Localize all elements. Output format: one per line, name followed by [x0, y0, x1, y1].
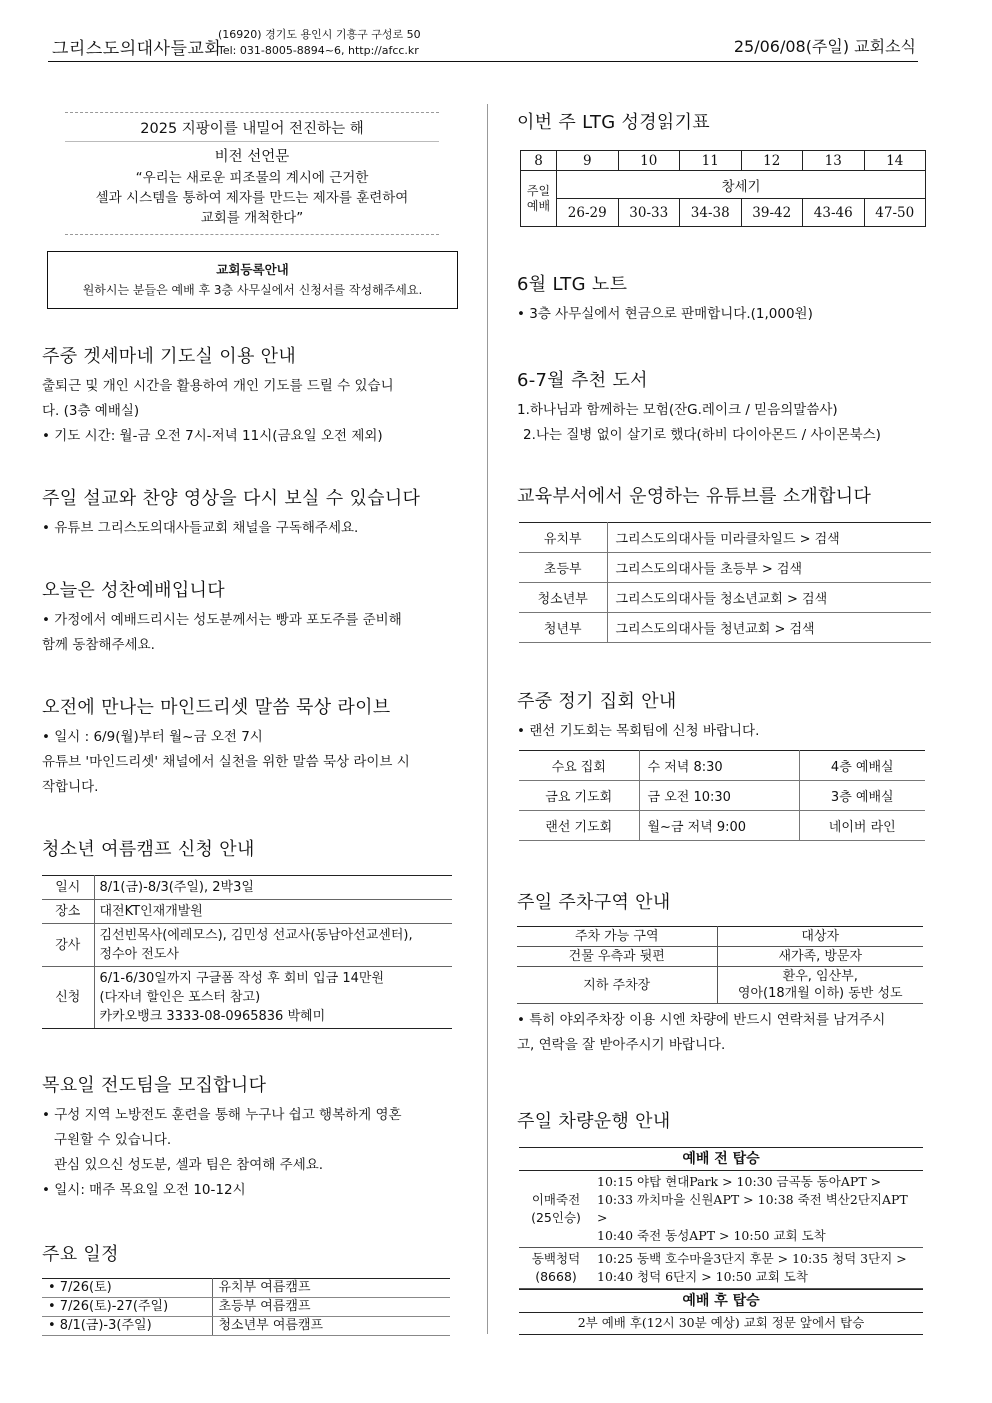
section-title: 주요 일정 — [42, 1244, 119, 1265]
after-service-text: 2부 예배 후(12시 30분 예상) 교회 정문 앞에서 탑승 — [519, 1313, 923, 1335]
paragraph: • 3층 사무실에서 현금으로 판매합니다.(1,000원) — [517, 306, 813, 322]
bus-routes — [519, 1171, 923, 1289]
camp-key: 장소 — [42, 900, 94, 924]
before-service-title: 예배 전 탑승 — [519, 1147, 923, 1171]
registration-body: 원하시는 분들은 예배 후 3층 사무실에서 신청서를 작성해주세요. — [82, 283, 423, 297]
camp-table — [42, 875, 452, 1029]
paragraph: 관심 있으신 성도분, 셀과 팀은 참여해 주세요. — [54, 1157, 324, 1173]
parking-target-line: 영아(18개월 이하) 동반 성도 — [737, 986, 903, 1001]
parking-header: 주차 가능 구역 — [517, 927, 717, 947]
meetings-table — [519, 750, 925, 841]
route-line: 10:40 죽전 동성APT > 10:50 교회 도착 — [597, 1228, 826, 1243]
paragraph: 고, 연락을 잘 받아주시기 바랍니다. — [517, 1037, 726, 1053]
schedule-date: • 7/26(토) — [42, 1279, 212, 1298]
table-row — [519, 751, 925, 781]
route-line: 10:40 청덕 6단지 > 10:50 교회 도착 — [597, 1269, 808, 1284]
paragraph: • 일시 : 6/9(월)부터 월~금 오전 7시 — [42, 729, 263, 745]
table-row — [517, 947, 923, 967]
paragraph: 1.하나님과 함께하는 모험(잔G.레이크 / 믿음의말씀사) — [517, 402, 838, 418]
table-row — [517, 967, 923, 1004]
camp-value: 대전KT인재개발원 — [94, 900, 452, 924]
parking-target-line: 환우, 임산부, — [782, 969, 858, 984]
day-cell: 10 — [618, 151, 680, 171]
table-row — [42, 1298, 450, 1317]
paragraph: • 특히 야외주차장 이용 시엔 차량에 반드시 연락처를 남겨주시 — [517, 1012, 886, 1028]
department-name: 유치부 — [519, 523, 607, 553]
registration-title: 교회등록안내 — [216, 262, 289, 277]
row-label: 예배 — [526, 198, 551, 213]
camp-key: 강사 — [42, 924, 94, 967]
table-row — [42, 924, 452, 967]
paragraph: • 구성 지역 노방전도 훈련을 통해 누구나 쉽고 행복하게 영혼 — [42, 1107, 402, 1123]
section-title: 주일 차량운행 안내 — [517, 1111, 671, 1132]
camp-key: 신청 — [42, 967, 94, 1029]
camp-section — [42, 835, 460, 1029]
meeting-place: 4층 예배실 — [799, 751, 925, 781]
paragraph: 작합니다. — [42, 779, 99, 795]
evangelism-section — [42, 1071, 460, 1203]
bus-section — [517, 1107, 933, 1335]
section-title: 청소년 여름캠프 신청 안내 — [42, 839, 255, 860]
bulletin-date: 25/06/08(주일) 교회소식 — [733, 37, 916, 56]
paragraph: 함께 동참해주세요. — [42, 637, 155, 653]
meeting-time: 수 저녁 8:30 — [639, 751, 799, 781]
route-stops — [593, 1248, 923, 1289]
vision-line: 교회를 개척한다” — [200, 210, 304, 226]
camp-key: 일시 — [42, 876, 94, 900]
table-row — [519, 1171, 923, 1248]
paragraph: 구원할 수 있습니다. — [54, 1132, 172, 1148]
section-title: 교육부서에서 운영하는 유튜브를 소개합니다 — [517, 486, 872, 507]
meeting-name: 수요 집회 — [519, 751, 639, 781]
table-row — [519, 523, 931, 553]
table-row — [42, 1279, 450, 1298]
vision-line: “우리는 새로운 피조물의 계시에 근거한 — [135, 170, 369, 186]
route-label: 동백청덕 — [531, 1251, 581, 1266]
paragraph: 다. (3층 예배실) — [42, 403, 140, 419]
table-row — [42, 1317, 450, 1336]
parking-header: 대상자 — [717, 927, 923, 947]
day-cell: 13 — [803, 151, 865, 171]
paragraph: • 랜선 기도회는 목회팀에 신청 바랍니다. — [517, 723, 760, 739]
youtube-channel: 그리스도의대사들 청년교회 > 검색 — [607, 613, 931, 643]
section-title: 오전에 만나는 마인드리셋 말씀 묵상 라이브 — [42, 697, 391, 718]
paragraph: 2.나는 질병 없이 살기로 했다(하비 다이아몬드 / 사이몬북스) — [523, 427, 881, 443]
church-address-block — [218, 27, 421, 59]
meeting-place: 네이버 라인 — [799, 811, 925, 841]
parking-area: 지하 주차장 — [517, 967, 717, 1004]
meeting-time: 금 오전 10:30 — [639, 781, 799, 811]
chapter-cell: 47-50 — [864, 199, 926, 227]
camp-value: 8/1(금)-8/3(주일), 2박3일 — [94, 876, 452, 900]
table-row — [42, 900, 452, 924]
meetings-section — [517, 687, 933, 841]
paragraph: • 기도 시간: 월-금 오전 7시-저녁 11시(금요일 오전 제외) — [42, 428, 383, 444]
section-title: 주일 주차구역 안내 — [517, 892, 671, 913]
table-row — [519, 553, 931, 583]
table-row — [42, 967, 452, 1029]
section-title: 오늘은 성찬예배입니다 — [42, 580, 225, 601]
table-row — [519, 613, 931, 643]
day-cell: 8 — [521, 151, 557, 171]
after-service-title: 예배 후 탑승 — [519, 1289, 923, 1313]
paragraph: • 일시: 매주 목요일 오전 10-12시 — [42, 1182, 246, 1198]
youtube-table — [519, 522, 931, 643]
day-cell: 9 — [557, 151, 619, 171]
table-row — [519, 1248, 923, 1289]
table-row — [521, 171, 926, 199]
schedule-event: 초등부 여름캠프 — [212, 1298, 450, 1317]
church-address: (16920) 경기도 용인시 기흥구 구성로 50 — [218, 28, 421, 41]
section-title: 이번 주 LTG 성경읽기표 — [517, 112, 710, 133]
route-vehicle: (25인승) — [531, 1210, 581, 1225]
section-title: 6-7월 추천 도서 — [517, 370, 648, 391]
section-title: 주중 정기 집회 안내 — [517, 691, 677, 712]
department-name: 초등부 — [519, 553, 607, 583]
route-line: 10:33 까치마을 신원APT > 10:38 죽전 벽산2단지APT > — [597, 1192, 908, 1225]
church-contact: Tel: 031-8005-8894~6, http://afcc.kr — [218, 44, 419, 57]
parking-target — [717, 967, 923, 1004]
schedule-section — [42, 1240, 460, 1336]
meeting-time: 월~금 저녁 9:00 — [639, 811, 799, 841]
chapter-cell: 34-38 — [680, 199, 742, 227]
paragraph: • 유튜브 그리스도의대사들교회 채널을 구독해주세요. — [42, 520, 359, 536]
department-name: 청소년부 — [519, 583, 607, 613]
mindreset-section — [42, 693, 460, 800]
route-name — [519, 1171, 593, 1248]
section-title: 목요일 전도팀을 모집합니다 — [42, 1075, 267, 1096]
route-line: 10:25 동백 호수마을3단지 후문 > 10:35 청덕 3단지 > — [597, 1251, 907, 1266]
table-row — [521, 199, 926, 227]
schedule-table — [42, 1278, 450, 1336]
paragraph: 출퇴근 및 개인 시간을 활용하여 개인 기도를 드릴 수 있습니 — [42, 378, 394, 394]
ltg-note-section — [517, 270, 933, 327]
bus-table — [519, 1147, 923, 1335]
schedule-event: 청소년부 여름캠프 — [212, 1317, 450, 1336]
registration-box — [47, 251, 458, 309]
table-row — [519, 811, 925, 841]
route-stops — [593, 1171, 923, 1248]
table-row — [521, 151, 926, 171]
camp-value-line: 김선빈목사(에레모스), 김민성 선교사(동남아선교센터), — [99, 928, 413, 943]
camp-value — [94, 967, 452, 1029]
communion-section — [42, 576, 460, 658]
camp-value — [94, 924, 452, 967]
table-row — [42, 876, 452, 900]
day-cell: 12 — [741, 151, 803, 171]
schedule-date: • 7/26(토)-27(주일) — [42, 1298, 212, 1317]
department-name: 청년부 — [519, 613, 607, 643]
book-cell: 창세기 — [557, 171, 926, 199]
section-title: 6월 LTG 노트 — [517, 274, 628, 295]
ltg-reading-table — [520, 150, 926, 227]
table-row — [519, 781, 925, 811]
chapter-cell: 26-29 — [557, 199, 619, 227]
camp-value-line: (다자녀 할인은 포스터 참고) — [99, 990, 261, 1005]
meeting-name: 금요 기도회 — [519, 781, 639, 811]
vision-line: 셀과 시스템을 통하여 제자를 만드는 제자를 훈련하여 — [95, 190, 409, 206]
vision-statement — [65, 112, 439, 235]
chapter-cell: 39-42 — [741, 199, 803, 227]
route-vehicle: (8668) — [535, 1269, 577, 1284]
parking-table — [517, 926, 923, 1004]
youtube-channel: 그리스도의대사들 청소년교회 > 검색 — [607, 583, 931, 613]
day-cell: 11 — [680, 151, 742, 171]
route-name — [519, 1248, 593, 1289]
books-section — [517, 366, 933, 448]
table-row — [519, 583, 931, 613]
camp-value-line: 정수아 전도사 — [99, 947, 179, 962]
section-title: 주중 겟세마네 기도실 이용 안내 — [42, 346, 297, 367]
youtube-channel: 그리스도의대사들 초등부 > 검색 — [607, 553, 931, 583]
meeting-place: 3층 예배실 — [799, 781, 925, 811]
gethsemane-section — [42, 342, 460, 449]
parking-target: 새가족, 방문자 — [717, 947, 923, 967]
day-cell: 14 — [864, 151, 926, 171]
church-name: 그리스도의대사들교회 — [52, 39, 222, 59]
parking-section — [517, 888, 933, 1058]
meeting-name: 랜선 기도회 — [519, 811, 639, 841]
paragraph: 유튜브 '마인드리셋' 채널에서 실천을 위한 말씀 묵상 라이브 시 — [42, 754, 410, 770]
camp-value-line: 6/1-6/30일까지 구글폼 작성 후 회비 입금 14만원 — [99, 971, 385, 986]
sunday-worship-cell — [521, 171, 557, 227]
table-row — [517, 927, 923, 947]
year-theme: 2025 지팡이를 내밀어 전진하는 해 — [65, 117, 439, 142]
camp-value-line: 카카오뱅크 3333-08-0965836 박혜미 — [99, 1009, 326, 1024]
route-line: 10:15 야탑 현대Park > 10:30 금곡동 동아APT > — [597, 1174, 882, 1189]
schedule-date: • 8/1(금)-3(주일) — [42, 1317, 212, 1336]
column-divider — [487, 104, 488, 1334]
youtube-channel: 그리스도의대사들 미라클차일드 > 검색 — [607, 523, 931, 553]
row-label: 주일 — [526, 183, 551, 198]
route-label: 이매죽전 — [531, 1192, 581, 1207]
parking-area: 건물 우측과 뒷편 — [517, 947, 717, 967]
vision-title: 비전 선언문 — [214, 149, 290, 165]
youtube-section — [517, 482, 933, 643]
paragraph: • 가정에서 예배드리시는 성도분께서는 빵과 포도주를 준비해 — [42, 612, 402, 628]
chapter-cell: 43-46 — [803, 199, 865, 227]
chapter-cell: 30-33 — [618, 199, 680, 227]
header-divider — [48, 61, 918, 62]
sermon-video-section — [42, 484, 460, 541]
section-title: 주일 설교와 찬양 영상을 다시 보실 수 있습니다 — [42, 488, 421, 509]
ltg-reading-section — [517, 108, 933, 227]
schedule-event: 유치부 여름캠프 — [212, 1279, 450, 1298]
